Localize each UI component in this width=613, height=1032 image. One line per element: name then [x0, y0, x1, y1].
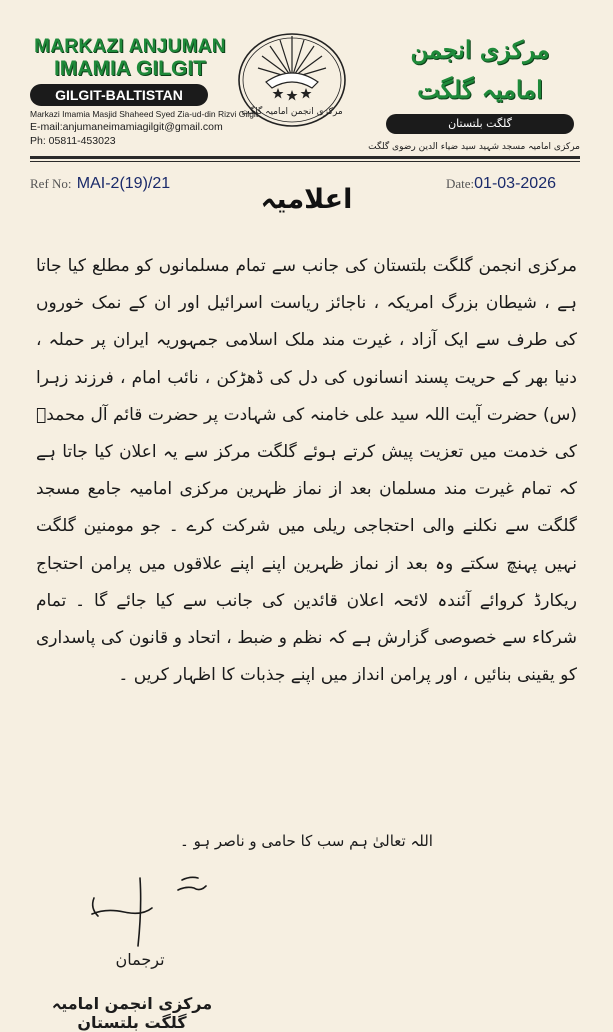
address-en: Markazi Imamia Masjid Shaheed Syed Zia-ud-din Rizvi Gilgit — [30, 109, 259, 119]
date-label: Date: — [446, 176, 475, 191]
org-name-ur: مرکزی انجمن امامیہ گلگت — [410, 35, 550, 104]
notice-body: مرکزی انجمن گلگت بلتستان کی جانب سے تمام مسلمانوں کو مطلع کیا جاتا ہے ، شیطان بزرگ امریکہ ، ناجائز ریاست اسرائیل اور ان کے نمک خوروں کی طرف سے ایک آزاد ، غیرت مند ملک اسلامی جمہوریہ ایران پر حملہ ، دنیا بھر کے حریت پسند انسانوں کی دل کی ڈھڑکن ، نائب امام ، فرزند زہرا (س) حضرت آیت اللہ سید علی خامنہ کی شہادت پر حضرت قائم آل محمدؑ کی خدمت میں تعزیت پیش کرتے ہوئے گلگت مرکز سے یہ اعلان کیا جاتا ہے کہ تمام غیرت مند مسلمان بعد از نماز ظہرین مرکزی امامیہ جامع مسجد گلگت سے نکلنے والی احتجاجی ریلی میں شرکت کرے ۔ جو مومنین گلگت نہیں پہنچ سکتے وہ بعد از نماز ظہرین اپنے اپنے علاقوں میں پرامن احتجاج ریکارڈ کروائے آئندہ لائحہ اعلان قائدین کی جانب سے کیا جائے گا ۔ تمام شرکاء سے خصوصی گزارش ہے کہ نظم و ضبط ، اتحاد و قانون کی پاسداری کو یقینی بنائیں ، اور پرامن انداز میں اپنے جذبات کا اظہار کریں ۔ — [36, 256, 577, 686]
date-value: 01-03-2026 — [474, 175, 556, 192]
address-ur: مرکزی امامیہ مسجد شہید سید ضیاء الدین رضوی گلگت — [368, 142, 580, 152]
header-divider-thick — [30, 156, 580, 159]
org-name-en-line1: MARKAZI ANJUMAN — [34, 36, 226, 57]
signatory-title: ترجمان — [115, 950, 165, 969]
ref-label: Ref No: — [30, 176, 72, 191]
ref-value: MAI-2(19)/21 — [76, 175, 171, 192]
letterhead-english — [30, 36, 259, 147]
signatory-organization: مرکزی انجمن امامیہ گلگت بلتستان — [51, 994, 213, 1032]
region-badge-en: GILGIT-BALTISTAN — [30, 84, 208, 106]
letterhead-urdu — [368, 30, 580, 152]
email-text: E-mail:anjumaneimamiagilgit@gmail.com — [30, 121, 223, 133]
header-divider-thin — [30, 161, 580, 162]
notice-title: اعلامیہ — [260, 184, 353, 215]
logo-caption: مرکزی انجمن امامیہ گلگت — [241, 107, 343, 117]
org-name-en-line2: IMAMIA GILGIT — [53, 57, 207, 80]
closing-prayer: اللہ تعالیٰ ہم سب کا حامی و ناصر ہو ۔ — [180, 832, 433, 850]
organization-logo — [236, 22, 348, 130]
phone-text: Ph: 05811-453023 — [30, 135, 116, 147]
region-badge-ur: گلگت بلتستان — [386, 114, 574, 134]
handwritten-signature — [82, 868, 222, 948]
